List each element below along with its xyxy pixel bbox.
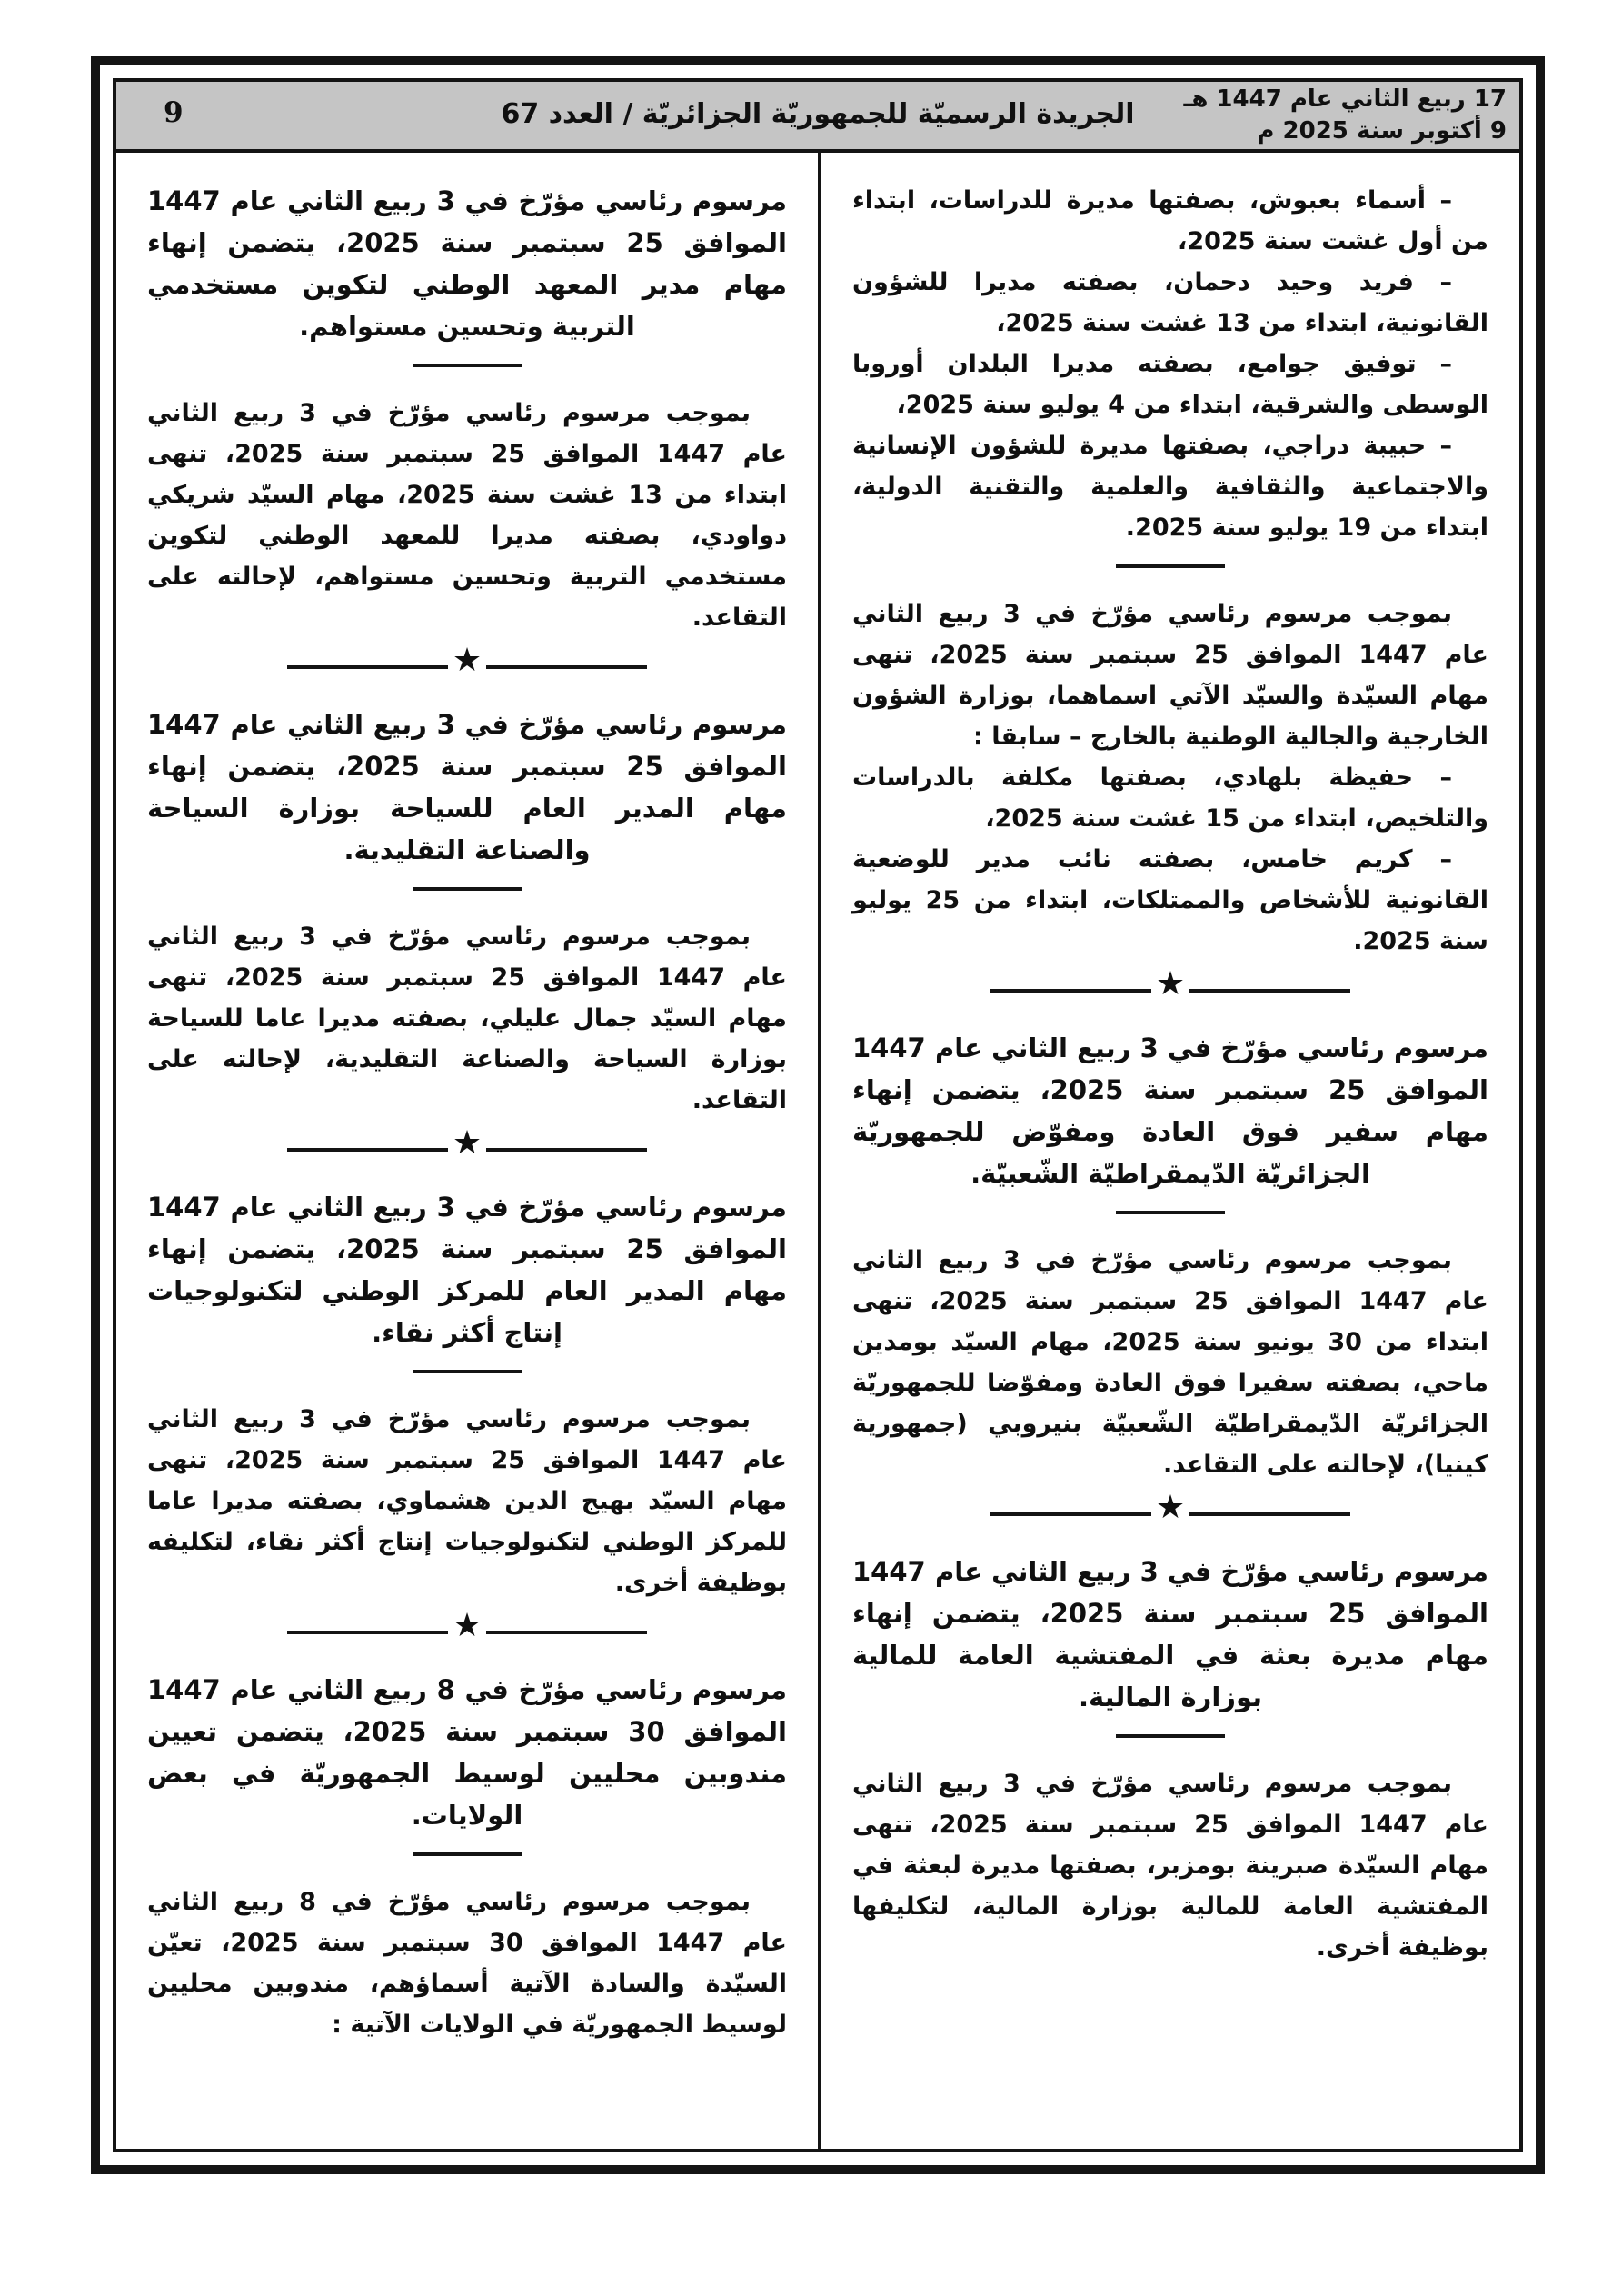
decree-paragraph: بموجب مرسوم رئاسي مؤرّخ في 3 ربيع الثاني عام 1447 الموافق 25 سبتمبر سنة 2025، تنهى مهام السيّد جمال عليلي، بصفته مديرا عاما للسياحة بوزارة السياحة والصناعة التقليدية، لإحالته على التقاعد. bbox=[147, 923, 787, 1114]
divider-line bbox=[990, 989, 1151, 993]
decree-heading: مرسوم رئاسي مؤرّخ في 3 ربيع الثاني عام 1447 الموافق 25 سبتمبر سنة 2025، يتضمن إنهاء مهام مدير المعهد الوطني لتكوين مستخدمي التربية وتحسين مستواهم. bbox=[147, 185, 788, 342]
divider-line bbox=[287, 1148, 448, 1152]
column-right bbox=[818, 153, 1519, 2149]
header-band bbox=[116, 82, 1519, 153]
divider-line bbox=[1189, 989, 1350, 993]
section-divider bbox=[413, 1370, 522, 1373]
star-icon: ★ bbox=[452, 642, 483, 679]
star-icon: ★ bbox=[1155, 1489, 1186, 1526]
decree-heading: مرسوم رئاسي مؤرّخ في 3 ربيع الثاني عام 1447 الموافق 25 سبتمبر سنة 2025، يتضمن إنهاء مهام مديرة بعثة في المفتشية العامة للمالية بوزارة المالية. bbox=[852, 1556, 1488, 1712]
star-divider bbox=[287, 642, 647, 685]
star-icon: ★ bbox=[1155, 965, 1186, 1003]
star-divider bbox=[287, 1607, 647, 1651]
star-divider bbox=[287, 1124, 647, 1168]
decree-heading: مرسوم رئاسي مؤرّخ في 3 ربيع الثاني عام 1447 الموافق 25 سبتمبر سنة 2025، يتضمن إنهاء مهام المدير العام للمركز الوطني لتكنولوجيات إنتاج أكثر نقاء. bbox=[147, 1192, 788, 1348]
header-gregorian-date: 9 أكتوبر سنة 2025 م bbox=[1257, 117, 1507, 145]
divider-line bbox=[486, 1631, 647, 1634]
section-divider bbox=[413, 887, 522, 891]
decree-paragraph: بموجب مرسوم رئاسي مؤرّخ في 3 ربيع الثاني عام 1447 الموافق 25 سبتمبر سنة 2025، تنهى ابتداء من 13 غشت سنة 2025، مهام السيّد شريكي دواودي، بصفته مديرا للمعهد الوطني لتكوين مستخدمي التربية وتحسين مستواهم، لإحالته على التقاعد. bbox=[147, 399, 787, 632]
section-divider bbox=[1116, 564, 1225, 568]
decree-heading: مرسوم رئاسي مؤرّخ في 3 ربيع الثاني عام 1447 الموافق 25 سبتمبر سنة 2025، يتضمن إنهاء مهام سفير فوق العادة ومفوّض للجمهوريّة الجزائريّة الدّيمقراطيّة الشّعبيّة. bbox=[852, 1033, 1488, 1189]
star-icon: ★ bbox=[452, 1124, 483, 1162]
page-content bbox=[116, 153, 1519, 2149]
star-icon: ★ bbox=[452, 1607, 483, 1644]
page-number: 9 bbox=[164, 96, 184, 129]
appointment-item: – حفيظة بلهادي، بصفتها مكلفة بالدراسات والتلخيص، ابتداء من 15 غشت سنة 2025، bbox=[852, 764, 1488, 833]
appointment-item: – كريم خامس، بصفته نائب مدير للوضعية القانونية للأشخاص والممتلكات، ابتداء من 25 يوليو سنة 2025. bbox=[852, 845, 1489, 955]
appointment-item: – حبيبة دراجي، بصفتها مديرة للشؤون الإنسانية والاجتماعية والثقافية والعلمية والتقنية الدولية، ابتداء من 19 يوليو سنة 2025. bbox=[852, 432, 1488, 542]
appointment-item: – توفيق جوامع، بصفته مديرا البلدان أوروبا الوسطى والشرقية، ابتداء من 4 يوليو سنة 2025، bbox=[852, 350, 1488, 419]
star-divider bbox=[990, 965, 1350, 1009]
section-divider bbox=[1116, 1734, 1225, 1738]
decree-heading: مرسوم رئاسي مؤرّخ في 3 ربيع الثاني عام 1447 الموافق 25 سبتمبر سنة 2025، يتضمن إنهاء مهام المدير العام للسياحة بوزارة السياحة والصناعة التقليدية. bbox=[147, 709, 788, 865]
divider-line bbox=[990, 1512, 1151, 1516]
divider-line bbox=[287, 665, 448, 669]
divider-line bbox=[1189, 1512, 1350, 1516]
decree-paragraph: بموجب مرسوم رئاسي مؤرّخ في 3 ربيع الثاني عام 1447 الموافق 25 سبتمبر سنة 2025، تنهى مهام السيّدة والسيّد الآتي اسماهما، بوزارة الشؤون الخارجية والجالية الوطنية بالخارج – سابقا : bbox=[852, 600, 1488, 751]
divider-line bbox=[486, 665, 647, 669]
page-frame bbox=[91, 56, 1545, 2174]
decree-paragraph: بموجب مرسوم رئاسي مؤرّخ في 3 ربيع الثاني عام 1447 الموافق 25 سبتمبر سنة 2025، تنهى ابتداء من 30 يونيو سنة 2025، مهام السيّد بومدين ماحي، بصفته سفيرا فوق العادة ومفوّضا للجمهوريّة الجزائريّة الدّيمقراطيّة الشّعبيّة بنيروبي (جمهورية كينيا)، لإحالته على التقاعد. bbox=[852, 1246, 1488, 1479]
journal-title: الجريدة الرسميّة للجمهوريّة الجزائريّة / العدد 67 bbox=[501, 98, 1135, 130]
header-hijri-date: 17 ربيع الثاني عام 1447 هـ bbox=[1183, 85, 1507, 113]
decree-heading: مرسوم رئاسي مؤرّخ في 8 ربيع الثاني عام 1447 الموافق 30 سبتمبر سنة 2025، يتضمن تعيين مندوبين محليين لوسيط الجمهوريّة في بعض الولايات. bbox=[147, 1674, 788, 1831]
section-divider bbox=[413, 1852, 522, 1856]
appointment-item: – أسماء بعبوش، بصفتها مديرة للدراسات، ابتداء من أول غشت سنة 2025، bbox=[852, 186, 1488, 255]
column-left bbox=[116, 153, 818, 2149]
divider-line bbox=[287, 1631, 448, 1634]
page-frame-inner bbox=[113, 78, 1523, 2152]
divider-line bbox=[486, 1148, 647, 1152]
appointment-item: – فريد وحيد دحمان، بصفته مديرا للشؤون القانونية، ابتداء من 13 غشت سنة 2025، bbox=[852, 268, 1488, 337]
decree-paragraph: بموجب مرسوم رئاسي مؤرّخ في 8 ربيع الثاني عام 1447 الموافق 30 سبتمبر سنة 2025، تعيّن السيّدة والسادة الآتية أسماؤهم، مندوبين محليين لوسيط الجمهوريّة في الولايات الآتية : bbox=[147, 1888, 787, 2039]
decree-paragraph: بموجب مرسوم رئاسي مؤرّخ في 3 ربيع الثاني عام 1447 الموافق 25 سبتمبر سنة 2025، تنهى مهام السيّدة صبرينة بومزبر، بصفتها مديرة لبعثة في المفتشية العامة للمالية بوزارة المالية، لتكليفها بوظيفة أخرى. bbox=[852, 1770, 1488, 1962]
star-divider bbox=[990, 1489, 1350, 1532]
section-divider bbox=[413, 364, 522, 367]
decree-paragraph: بموجب مرسوم رئاسي مؤرّخ في 3 ربيع الثاني عام 1447 الموافق 25 سبتمبر سنة 2025، تنهى مهام السيّد بهيج الدين هشماوي، بصفته مديرا عاما للمركز الوطني لتكنولوجيات إنتاج أكثر نقاء، لتكليفه بوظيفة أخرى. bbox=[147, 1405, 787, 1597]
section-divider bbox=[1116, 1211, 1225, 1214]
